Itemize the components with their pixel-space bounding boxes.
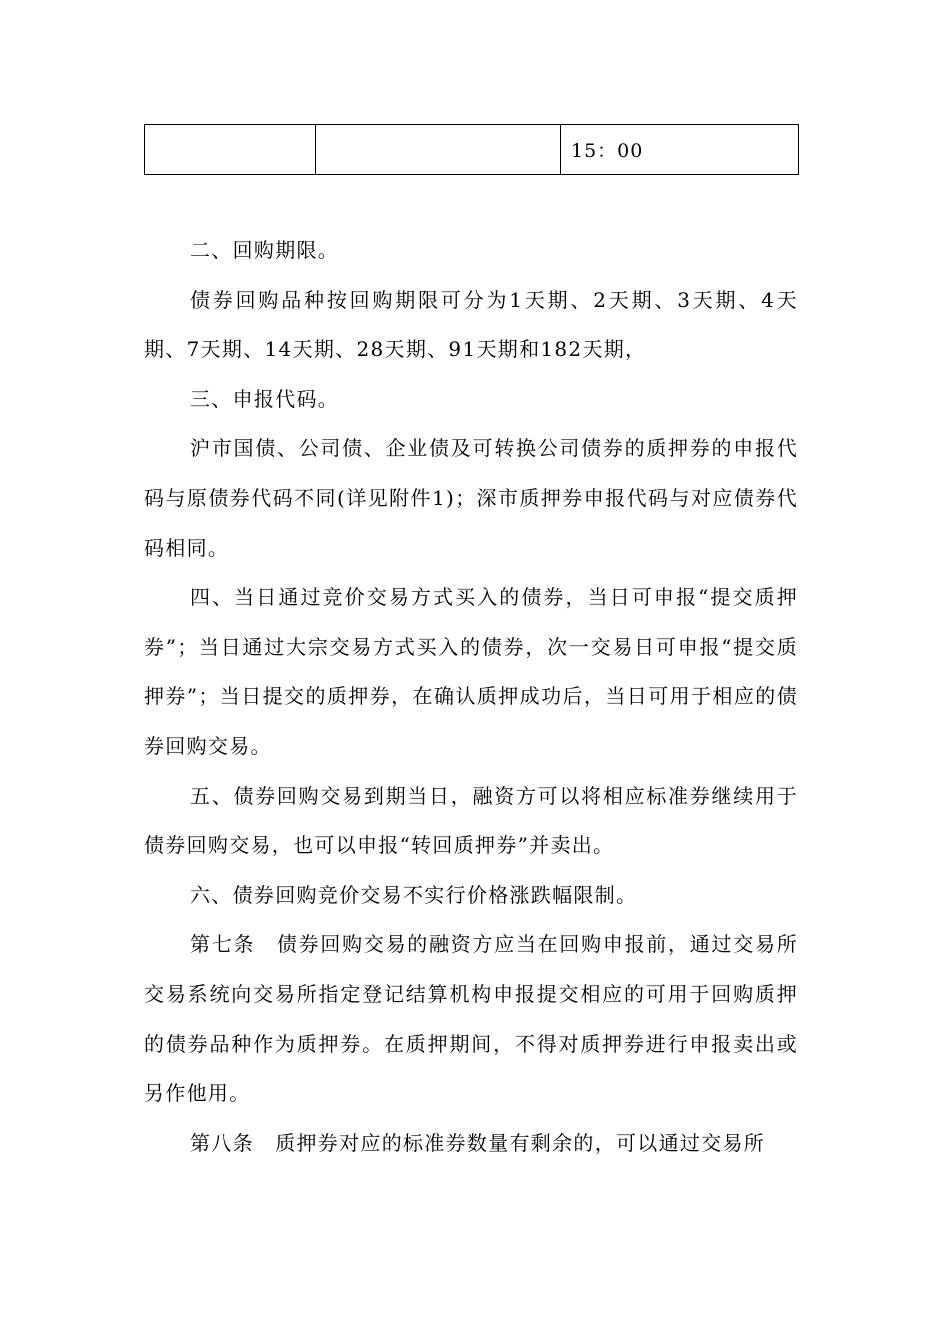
paragraph-article-seven: 第七条 债券回购交易的融资方应当在回购申报前，通过交易所交易系统向交易所指定登记结算机构申报提交相应的可用于回购质押的债券品种作为质押券。在质押期间，不得对质押券进行申报卖出或另作他用。 <box>144 932 798 1106</box>
table-row <box>145 125 799 175</box>
paragraph-declaration-code: 沪市国债、公司债、企业债及可转换公司债券的质押券的申报代码与原债券代码不同(详见附件1)；深市质押券申报代码与对应债券代码相同。 <box>144 436 798 560</box>
section-heading-declaration-code: 三、申报代码。 <box>190 386 340 411</box>
section-heading-repo-term: 二、回购期限。 <box>190 238 340 262</box>
table-cell-time: 15：00 <box>561 125 799 175</box>
paragraph-item-four: 四、当日通过竞价交易方式买入的债券，当日可申报“提交质押券”；当日通过大宗交易方式买入的债券，次一交易日可申报“提交质押券”；当日提交的质押券，在确认质押成功后，当日可用于相应的债券回购交易。 <box>144 585 798 758</box>
trading-time-table <box>144 124 799 175</box>
table-cell <box>316 125 561 175</box>
paragraph-repo-term-types: 债券回购品种按回购期限可分为1天期、2天期、3天期、4天期、7天期、14天期、28天期、91天期和182天期， <box>144 287 798 362</box>
document-body <box>144 226 798 1168</box>
paragraph-item-five: 五、债券回购交易到期当日，融资方可以将相应标准券继续用于债券回购交易，也可以申报“转回质押券”并卖出。 <box>144 783 798 858</box>
paragraph-item-six: 六、债券回购竞价交易不实行价格涨跌幅限制。 <box>190 882 638 907</box>
table-cell <box>145 125 316 175</box>
paragraph-article-eight: 第八条 质押券对应的标准券数量有剩余的，可以通过交易所 <box>190 1130 766 1155</box>
